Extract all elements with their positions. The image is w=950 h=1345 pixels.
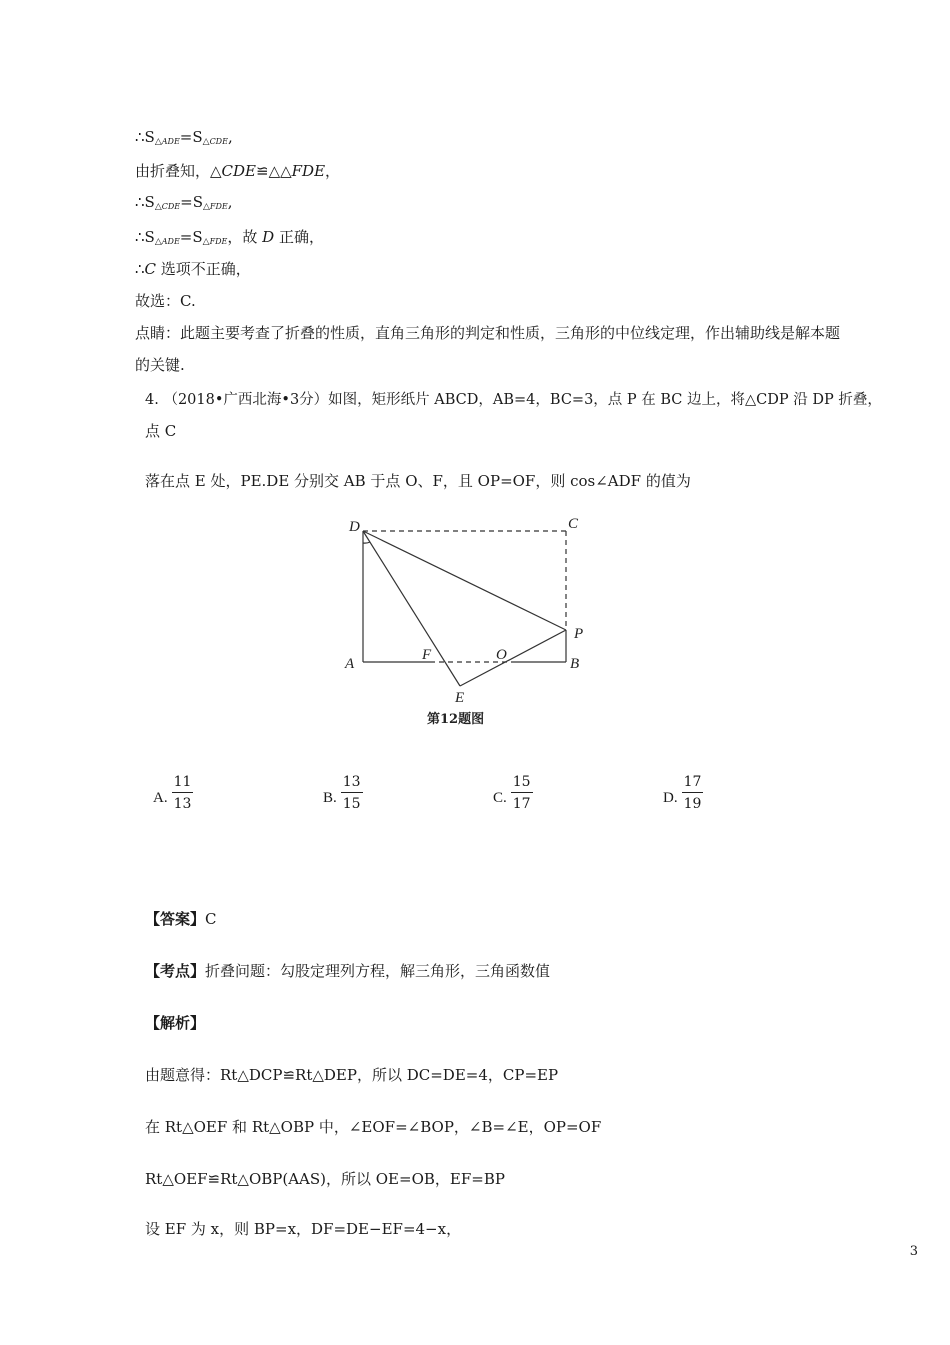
line-2 (135, 160, 340, 181)
text: FDE (291, 162, 326, 180)
text: ∴S (135, 128, 155, 146)
text: ， (325, 162, 341, 180)
label-D: D (349, 519, 360, 535)
option-label: A. (153, 790, 168, 806)
denominator: 17 (512, 796, 531, 812)
solution-line-3: Rt△OEF≌Rt△OBP(AAS)，所以 OE=OB，EF=BP (145, 1170, 505, 1188)
figure-caption: 第12题图 (427, 712, 485, 727)
kaodian-line (145, 960, 550, 981)
edge-EP (460, 630, 566, 686)
solution-line-1: 由题意得：Rt△DCP≌Rt△DEP，所以 DC=DE=4，CP=EP (145, 1066, 559, 1084)
denominator: 15 (342, 796, 361, 812)
fraction (341, 772, 363, 815)
triangle-symbol: △ (154, 137, 162, 147)
page-number: 3 (909, 1244, 918, 1259)
label-A: A (345, 656, 355, 672)
line-4 (135, 226, 324, 247)
text: ≌△△ (256, 162, 292, 180)
text: ∴S (135, 193, 155, 211)
text: , (227, 193, 233, 211)
label-F: F (422, 647, 432, 663)
label-E: E (455, 690, 465, 706)
kaodian-tag: 【考点】 (145, 962, 206, 980)
triangle-symbol: △ (154, 237, 162, 247)
text: , (227, 128, 233, 146)
label-P: P (574, 626, 584, 642)
subscript: ADE (161, 137, 180, 146)
answer-tag: 【答案】 (145, 910, 206, 928)
fraction (172, 772, 194, 815)
subscript: CDE (209, 137, 228, 146)
text: =S (179, 128, 203, 146)
question-4-line-3: 落在点 E 处，PE.DE 分别交 AB 于点 O、F，且 OP=OF，则 cos∠ADF 的值为 (145, 472, 691, 490)
text: 正确， (274, 228, 324, 246)
subscript: FDE (209, 237, 228, 246)
option-c[interactable] (493, 772, 533, 815)
solution-line-4: 设 EF 为 x，则 BP=x，DF=DE−EF=4−x， (145, 1220, 462, 1238)
subscript: FDE (209, 202, 228, 211)
answer-value: C (205, 910, 217, 928)
text: C (144, 260, 157, 278)
option-b[interactable] (323, 772, 363, 815)
text: CDE (221, 162, 256, 180)
subscript: CDE (161, 202, 181, 211)
numerator: 11 (172, 772, 194, 793)
question-4-line-1: 4. （2018•广西北海•3分）如图，矩形纸片 ABCD，AB=4，BC=3，点 P 在 BC 边上，将△CDP 沿 DP 折叠， (145, 392, 882, 408)
text: ，故 (227, 228, 263, 246)
text: =S (180, 193, 203, 211)
label-C: C (568, 516, 579, 532)
triangle-symbol: △ (202, 137, 210, 147)
option-label: C. (493, 790, 507, 806)
triangle-symbol: △ (154, 202, 162, 212)
line-3 (135, 193, 233, 212)
denominator: 13 (173, 796, 192, 812)
line-5 (135, 258, 251, 279)
label-B: B (570, 656, 580, 672)
option-label: D. (663, 790, 678, 806)
text: ∴S (135, 228, 155, 246)
answer-line (145, 908, 217, 929)
fraction (511, 772, 533, 815)
text: D (262, 228, 275, 246)
kaodian-value: 折叠问题：勾股定理列方程，解三角形，三角函数值 (205, 962, 551, 980)
angle-mark (363, 542, 370, 543)
label-O: O (496, 647, 507, 663)
option-label: B. (323, 790, 337, 806)
numerator: 15 (511, 772, 533, 793)
numerator: 17 (682, 772, 704, 793)
text: =S (179, 228, 203, 246)
option-a[interactable] (153, 772, 193, 815)
line-8: 的关键. (135, 356, 185, 374)
fraction (682, 772, 704, 815)
option-d[interactable] (663, 772, 703, 815)
text: ∴ (135, 260, 145, 278)
numerator: 13 (341, 772, 363, 793)
line-7: 点睛：此题主要考查了折叠的性质，直角三角形的判定和性质，三角形的中位线定理，作出辅助线是解本题 (135, 324, 841, 342)
triangle-symbol: △ (202, 202, 210, 212)
subscript: ADE (161, 237, 180, 246)
text: 由折叠知，△ (135, 162, 222, 180)
line-1 (135, 128, 233, 147)
solution-line-2: 在 Rt△OEF 和 Rt△OBP 中，∠EOF=∠BOP，∠B=∠E，OP=OF (145, 1118, 602, 1136)
jiexi-tag: 【解析】 (145, 1014, 206, 1032)
triangle-symbol: △ (202, 237, 210, 247)
question-4-line-2: 点 C (145, 422, 177, 440)
geometry-figure (335, 508, 605, 733)
text: 选项不正确， (156, 260, 251, 278)
line-6: 故选：C. (135, 292, 196, 310)
denominator: 19 (683, 796, 702, 812)
